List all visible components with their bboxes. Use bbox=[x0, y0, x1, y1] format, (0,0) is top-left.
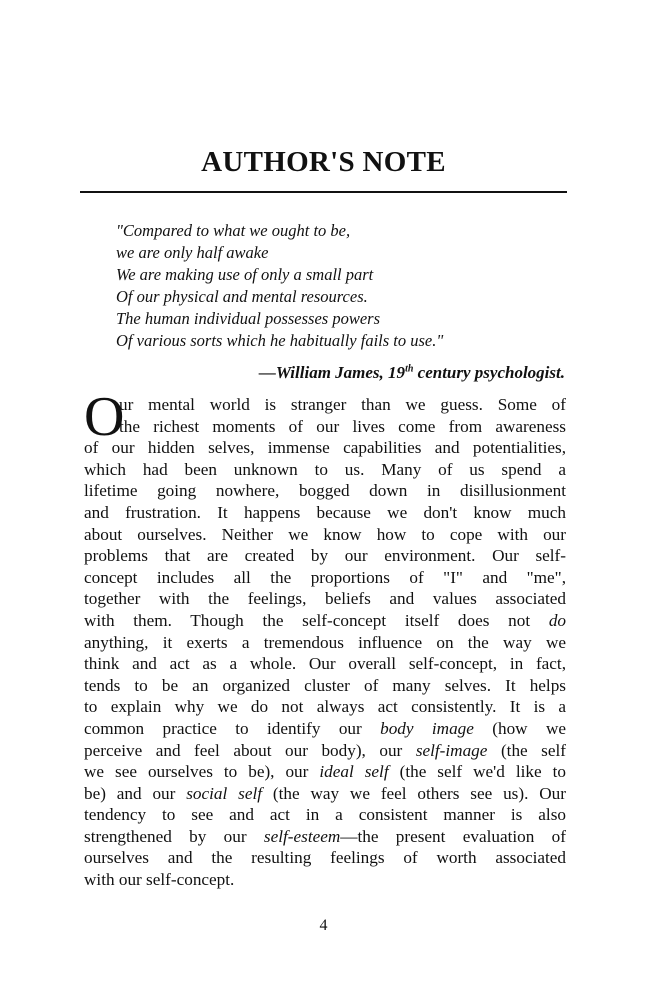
quote-line: Of our physical and mental resources. bbox=[116, 287, 368, 306]
body-text: —the present evaluation of bbox=[340, 826, 566, 846]
body-text: tends to be an organized cluster of many selves. It helps bbox=[84, 675, 566, 695]
body-text: about ourselves. Neither we know how to cope with our bbox=[84, 524, 566, 544]
body-line bbox=[84, 588, 566, 610]
body-text: (the self bbox=[487, 740, 566, 760]
body-text: the richest moments of our lives come from awareness bbox=[119, 416, 566, 436]
body-line bbox=[84, 653, 566, 675]
drop-cap: O bbox=[84, 386, 125, 448]
body-text: (the self we'd like to bbox=[388, 762, 566, 782]
body-text: ourselves and the resulting feelings of worth associated bbox=[84, 848, 566, 868]
body-text: common practice to identify our bbox=[84, 718, 381, 738]
body-line bbox=[84, 545, 566, 567]
attribution-text: century psychologist. bbox=[413, 363, 565, 382]
body-text: perceive and feel about our body), our bbox=[84, 740, 416, 760]
body-line bbox=[119, 416, 566, 438]
body-text: with our self-concept. bbox=[84, 870, 235, 890]
quote-line: we are only half awake bbox=[116, 243, 269, 262]
body-text: anything, it exerts a tremendous influence on the way we bbox=[84, 632, 566, 652]
body-line bbox=[84, 524, 566, 546]
page-number: 4 bbox=[319, 917, 328, 934]
body-text: and frustration. It happens because we don't know much bbox=[84, 502, 566, 522]
body-line bbox=[84, 826, 566, 848]
body-text: which had been unknown to us. Many of us spend a bbox=[84, 459, 566, 479]
body-text: of our hidden selves, immense capabilities and potentialities, bbox=[84, 438, 566, 458]
body-line bbox=[84, 480, 566, 502]
body-text: problems that are created by our environment. Our self- bbox=[84, 546, 566, 566]
body-text: (how we bbox=[473, 718, 566, 738]
body-text: think and act as a whole. Our overall self-concept, in fact, bbox=[84, 654, 566, 674]
body-text: ur mental world is stranger than we guess. Some of bbox=[119, 395, 566, 414]
emphasized-term: ideal self bbox=[319, 762, 389, 782]
body-line bbox=[84, 567, 566, 589]
body-line bbox=[84, 696, 566, 718]
body-text: we see ourselves to be), our bbox=[84, 762, 320, 782]
attribution-text: —William James, 19 bbox=[258, 363, 406, 382]
body-paragraph bbox=[84, 386, 566, 891]
body-line bbox=[84, 437, 566, 459]
emphasized-term: body image bbox=[380, 718, 474, 738]
quote-line: The human individual possesses powers bbox=[116, 309, 380, 328]
body-line bbox=[84, 761, 566, 783]
body-text: (the way we feel others see us). Our bbox=[262, 783, 566, 803]
emphasized-term: self-esteem bbox=[263, 826, 341, 846]
quote-line: "Compared to what we ought to be, bbox=[116, 221, 351, 240]
body-text: to explain why we do not always act consistently. It is a bbox=[84, 697, 566, 717]
page-title: AUTHOR'S NOTE bbox=[201, 146, 446, 178]
body-line bbox=[84, 783, 566, 805]
body-line bbox=[84, 632, 566, 654]
body-text: be) and our bbox=[84, 783, 187, 803]
emphasized-term: self-image bbox=[415, 740, 488, 760]
body-text: together with the feelings, beliefs and values associated bbox=[84, 589, 566, 609]
quote-attribution bbox=[259, 363, 565, 383]
body-line bbox=[84, 740, 566, 762]
attribution-superscript: th bbox=[405, 363, 414, 375]
body-text: tendency to see and act in a consistent manner is also bbox=[84, 805, 566, 825]
body-line bbox=[84, 804, 566, 826]
emphasized-term: do bbox=[548, 610, 566, 630]
body-text: strengthened by our bbox=[84, 826, 264, 846]
title-divider bbox=[80, 191, 567, 193]
body-line bbox=[119, 394, 566, 416]
emphasized-term: social self bbox=[186, 783, 263, 803]
body-line bbox=[84, 847, 566, 869]
body-line bbox=[84, 718, 566, 740]
epigraph-quote bbox=[116, 220, 443, 352]
quote-line: We are making use of only a small part bbox=[116, 265, 374, 284]
body-line bbox=[84, 610, 566, 632]
body-line bbox=[84, 502, 566, 524]
body-line bbox=[84, 675, 566, 697]
body-text: concept includes all the proportions of "I" and "me", bbox=[84, 567, 566, 587]
body-line bbox=[84, 459, 566, 481]
body-text: lifetime going nowhere, bogged down in disillusionment bbox=[84, 481, 566, 501]
body-line bbox=[84, 869, 566, 891]
body-text: with them. Though the self-concept itself does not bbox=[84, 610, 549, 630]
quote-line: Of various sorts which he habitually fails to use." bbox=[116, 331, 444, 350]
